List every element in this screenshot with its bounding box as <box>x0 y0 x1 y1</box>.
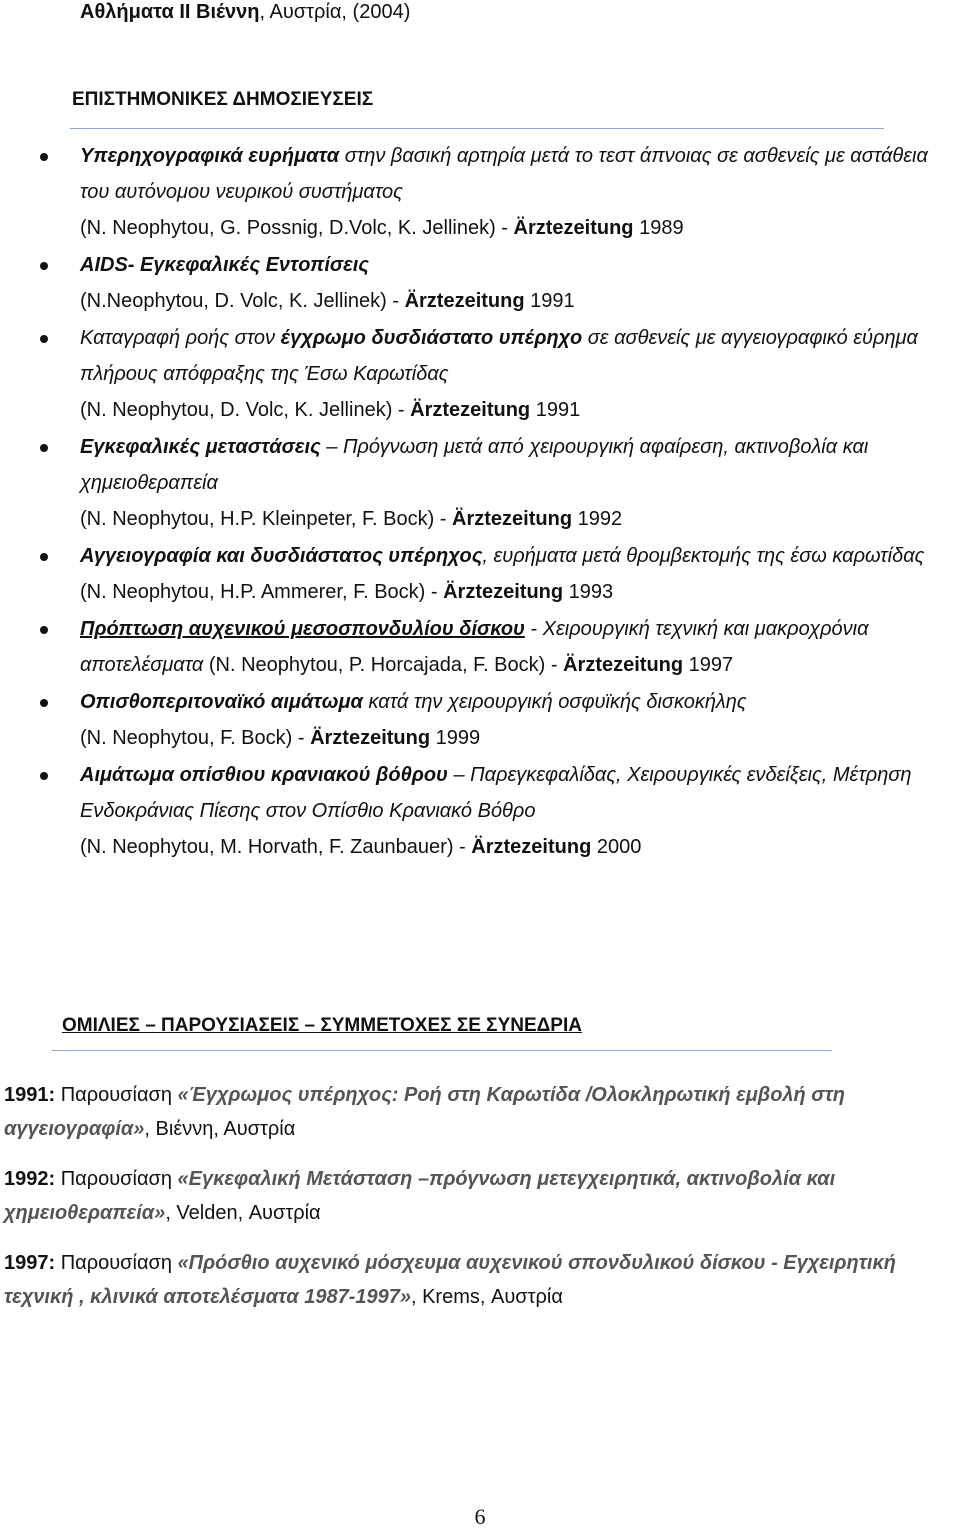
publication-authors: (N. Neophytou, F. Bock) - <box>80 727 311 749</box>
publication-title-emphasis: Εγκεφαλικές μεταστάσεις <box>80 436 321 458</box>
bullet-icon <box>40 153 48 161</box>
bullet-icon <box>40 444 48 452</box>
publication-journal: Ärztezeitung <box>563 654 684 676</box>
publication-item <box>0 611 960 683</box>
publication-title: Καταγραφή ροής στον <box>80 327 281 349</box>
talk-item <box>4 1246 944 1314</box>
publications-heading: ΕΠΙΣΤΗΜΟΝΙΚΕΣ ΔΗΜΟΣΙΕΥΣΕΙΣ <box>72 89 374 110</box>
publication-authors: (N. Neophytou, D. Volc, K. Jellinek) - <box>80 399 411 421</box>
bullet-icon <box>40 553 48 561</box>
publication-title: , ευρήματα μετά θρομβεκτομής της έσω καρωτίδας <box>482 545 925 567</box>
publication-year: 1999 <box>430 727 481 749</box>
publication-item <box>0 538 960 610</box>
publication-authors: (N. Neophytou, M. Horvath, F. Zaunbauer) - <box>80 836 472 858</box>
publication-item <box>0 138 960 246</box>
publications-list <box>0 138 960 866</box>
publication-year: 1991 <box>524 290 575 312</box>
talk-place: , Velden, Αυστρία <box>165 1202 321 1224</box>
publications-heading-rule <box>70 128 884 129</box>
publication-title-emphasis: Υπερηχογραφικά ευρήματα <box>80 145 340 167</box>
publication-title: – Πρόγνωση μετά από χειρουργική αφαίρεση, ακτινοβολία και χημειοθεραπεία <box>80 436 869 494</box>
publication-journal: Ärztezeitung <box>410 399 531 421</box>
publication-authors: (N.Neophytou, D. Volc, K. Jellinek) - <box>80 290 405 312</box>
talk-place: , Βιέννη, Αυστρία <box>144 1118 296 1140</box>
talk-year: 1992: <box>4 1168 56 1190</box>
publication-title: – Παρεγκεφαλίδας, Χειρουργικές ενδείξεις, Μέτρηση Ενδοκράνιας Πίεσης στον Οπίσθιο Κρανιακό Βόθρο <box>80 764 912 822</box>
publication-item <box>0 684 960 756</box>
publication-year: 1991 <box>530 399 581 421</box>
publication-journal: Ärztezeitung <box>452 508 573 530</box>
talk-kind: Παρουσίαση <box>55 1252 178 1274</box>
publication-title: κατά την χειρουργική οσφυϊκής δισκοκήλης <box>362 691 747 713</box>
publication-title: - Χειρουργική τεχνική και μακροχρόνια αποτελέσματα <box>80 618 869 676</box>
page-number: 6 <box>474 1504 486 1529</box>
talk-kind: Παρουσίαση <box>55 1168 178 1190</box>
talk-title: «Πρόσθιο αυχενικό μόσχευμα αυχενικού σπονδυλικού δίσκου - Εγχειρητική τεχνική , κλινικά αποτελέσματα 1987-1997» <box>4 1252 897 1308</box>
publication-authors: (N. Neophytou, H.P. Ammerer, F. Bock) - <box>80 581 444 603</box>
publication-title-emphasis: Αγγειογραφία και δυσδιάστατος υπέρηχος <box>80 545 483 567</box>
talk-title: «Εγκεφαλική Μετάσταση –πρόγνωση μετεγχειρητικά, ακτινοβολία και χημειοθεραπεία» <box>4 1168 836 1224</box>
bullet-icon <box>40 335 48 343</box>
talk-year: 1997: <box>4 1252 56 1274</box>
talks-heading-rule <box>52 1050 832 1051</box>
publication-authors: (N. Neophytou, H.P. Kleinpeter, F. Bock) - <box>80 508 453 530</box>
talks-heading: ΟΜΙΛΙΕΣ – ΠΑΡΟΥΣΙΑΣΕΙΣ – ΣΥΜΜΕΤΟΧΕΣ ΣΕ ΣΥΝΕΔΡΙΑ <box>62 1015 582 1036</box>
publication-item <box>0 247 960 319</box>
publication-year: 1993 <box>563 581 614 603</box>
talk-title: «Έγχρωμος υπέρηχος: Ροή στη Καρωτίδα /Ολοκληρωτική εμβολή στη αγγειογραφία» <box>4 1084 845 1140</box>
publication-title-emphasis: Αιμάτωμα οπίσθιου κρανιακού βόθρου <box>80 764 448 786</box>
publication-item <box>0 320 960 428</box>
publication-year: 1992 <box>572 508 623 530</box>
publication-authors: (N. Neophytou, G. Possnig, D.Volc, K. Jellinek) - <box>80 217 514 239</box>
talk-year: 1991: <box>4 1084 56 1106</box>
publication-title: στην βασική αρτηρία μετά το τεστ άπνοιας σε ασθενείς με αστάθεια του αυτόνομου νευρικού συστήματος <box>80 145 928 203</box>
talk-kind: Παρουσίαση <box>55 1084 178 1106</box>
header-line-rest: , Αυστρία, (2004) <box>259 1 411 23</box>
publication-year: 1997 <box>683 654 734 676</box>
bullet-icon <box>40 772 48 780</box>
publication-journal: Ärztezeitung <box>443 581 564 603</box>
publication-title-emphasis: έγχρωμο δυσδιάστατο υπέρηχο <box>280 327 583 349</box>
publication-title-emphasis: Οπισθοπεριτοναϊκό αιμάτωμα <box>80 691 363 713</box>
publication-journal: Ärztezeitung <box>310 727 431 749</box>
talk-item <box>4 1162 944 1230</box>
publication-journal: Ärztezeitung <box>513 217 634 239</box>
header-line-bold: Αθλήματα ΙΙ Βιέννη <box>80 1 260 23</box>
publication-title-emphasis: AIDS- Εγκεφαλικές Εντοπίσεις <box>80 254 369 276</box>
publication-item <box>0 757 960 865</box>
publication-title-emphasis: Πρόπτωση αυχενικού μεσοσπονδυλίου δίσκου <box>80 618 525 640</box>
bullet-icon <box>40 626 48 634</box>
talks-list <box>4 1078 944 1330</box>
publication-title: σε ασθενείς με αγγειογραφικό εύρημα πλήρους απόφραξης της Έσω Καρωτίδας <box>80 327 918 385</box>
publication-journal: Ärztezeitung <box>404 290 525 312</box>
publication-year: 1989 <box>633 217 684 239</box>
bullet-icon <box>40 699 48 707</box>
talk-place: , Krems, Αυστρία <box>410 1286 563 1308</box>
talk-item <box>4 1078 944 1146</box>
bullet-icon <box>40 262 48 270</box>
publication-journal: Ärztezeitung <box>471 836 592 858</box>
publication-year: 2000 <box>591 836 642 858</box>
publication-item <box>0 429 960 537</box>
publication-authors: (N. Neophytou, P. Horcajada, F. Bock) - <box>203 654 564 676</box>
header-line <box>80 0 410 24</box>
